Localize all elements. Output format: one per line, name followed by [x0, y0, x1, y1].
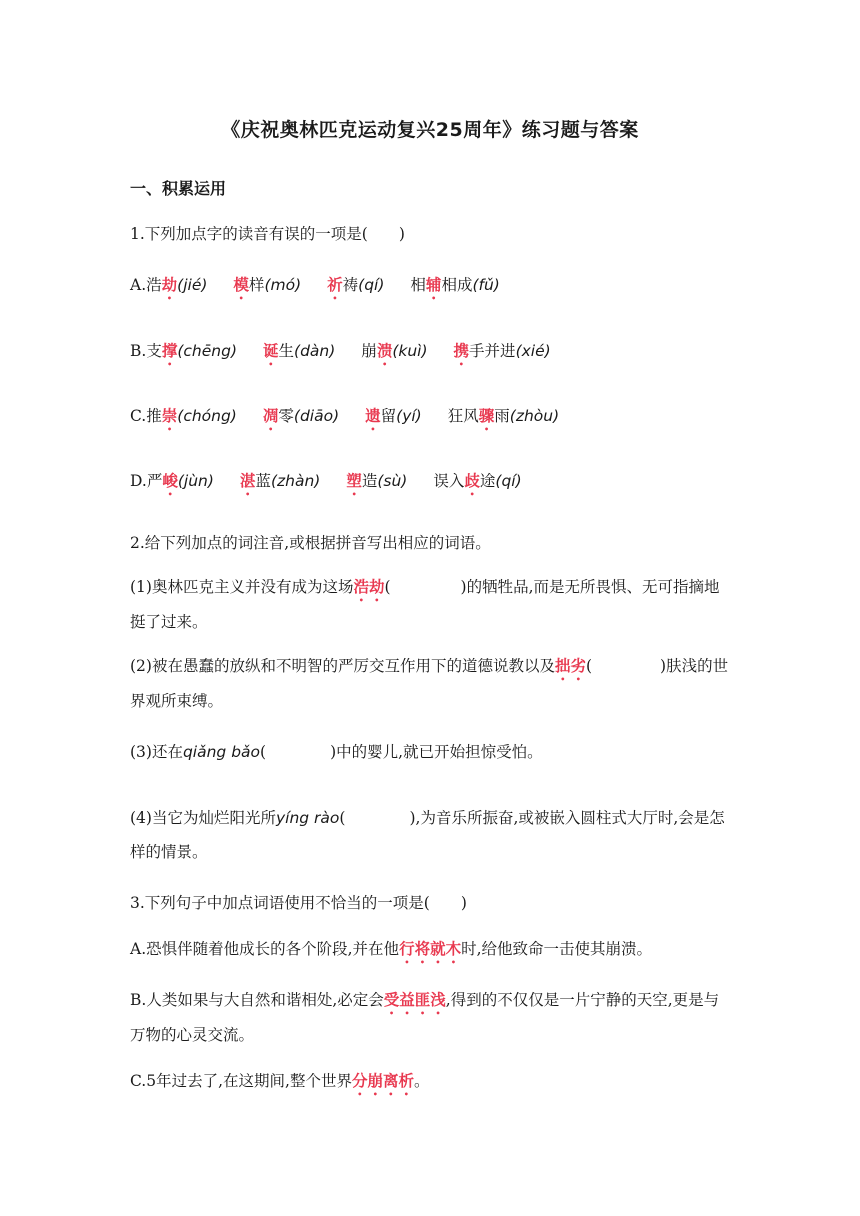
- q1-option-c: C.推崇(chóng) 凋零(diāo) 遗留(yí) 狂风骤雨(zhòu): [130, 407, 560, 425]
- section-heading: 一、积累运用: [130, 179, 227, 198]
- dotted-word: 分崩离析: [351, 1072, 414, 1090]
- q1-stem: 1.下列加点字的读音有误的一项是( ): [130, 225, 405, 243]
- dotted-char: 祈: [327, 276, 343, 294]
- dotted-char: 崇: [161, 407, 178, 425]
- dotted-char: 峻: [162, 472, 178, 490]
- q2-item-2: (2)被在愚蠢的放纵和不明智的严厉交互作用下的道德说教以及拙劣( )肤浅的世界观所束缚。: [130, 657, 729, 710]
- q1-option-d: D.严峻(jùn) 湛蓝(zhàn) 塑造(sù) 误入歧途(qí): [130, 472, 522, 490]
- q1-option-b: B.支撑(chēng) 诞生(dàn) 崩溃(kuì) 携手并进(xié): [130, 342, 551, 360]
- dotted-char: 歧: [464, 472, 480, 490]
- dotted-char: 诞: [263, 342, 279, 360]
- dotted-char: 塑: [346, 472, 362, 490]
- q3-stem: 3.下列句子中加点词语使用不恰当的一项是( ): [130, 894, 467, 912]
- dotted-char: 凋: [262, 407, 279, 425]
- dotted-char: 携: [453, 342, 470, 360]
- dotted-word: 浩劫: [353, 578, 385, 596]
- q1-option-a: A.浩劫(jié) 模样(mó) 祈祷(qí) 相辅相成(fǔ): [130, 276, 500, 294]
- dotted-char: 湛: [239, 472, 256, 490]
- dotted-char: 溃: [376, 342, 393, 360]
- dotted-word: 行将就木: [399, 940, 462, 958]
- q3-option-c: C.5年过去了,在这期间,整个世界分崩离析。: [130, 1072, 430, 1090]
- dotted-char: 骤: [478, 407, 495, 425]
- document-title: 《庆祝奥林匹克运动复兴25周年》练习题与答案: [221, 119, 639, 141]
- q3-option-b: B.人类如果与大自然和谐相处,必定会受益匪浅,得到的不仅仅是一片宁静的天空,更是与万物的心灵交流。: [130, 991, 720, 1044]
- dotted-char: 劫: [161, 276, 178, 294]
- dotted-char: 模: [233, 276, 249, 294]
- dotted-word: 拙劣: [554, 657, 586, 675]
- dotted-char: 遗: [365, 407, 381, 425]
- dotted-char: 辅: [425, 276, 442, 294]
- dotted-word: 受益匪浅: [383, 991, 446, 1009]
- dotted-char: 撑: [161, 342, 178, 360]
- q2-stem: 2.给下列加点的词注音,或根据拼音写出相应的词语。: [130, 534, 491, 552]
- q2-item-1: (1)奥林匹克主义并没有成为这场浩劫( )的牺牲品,而是无所畏惧、无可指摘地挺了过来。: [130, 578, 720, 631]
- q3-option-a: A.恐惧伴随着他成长的各个阶段,并在他行将就木时,给他致命一击使其崩溃。: [130, 940, 653, 958]
- q2-item-4: (4)当它为灿烂阳光所yíng rào( ),为音乐所振奋,或被嵌入圆柱式大厅时,会是怎样的情景。: [130, 809, 725, 861]
- q2-item-3: (3)还在qiǎng bǎo( )中的婴儿,就已开始担惊受怕。: [130, 743, 543, 761]
